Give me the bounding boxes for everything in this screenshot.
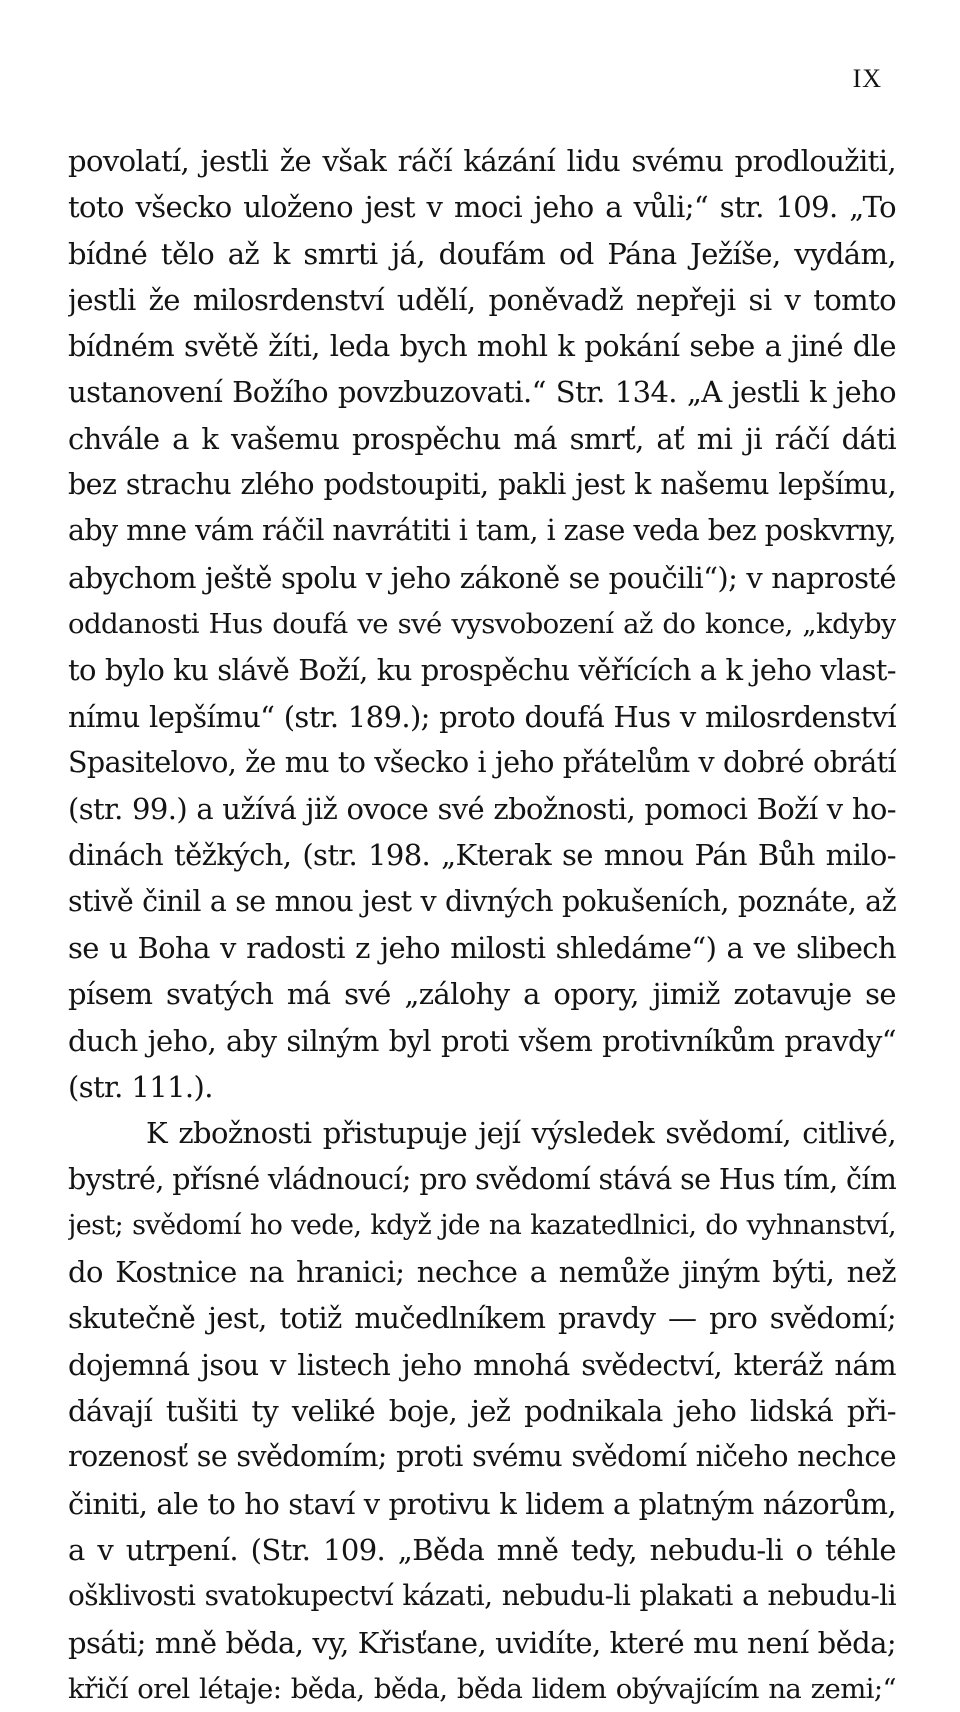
text-line: dinách těžkých, (str. 198. „Kterak se mnou Pán Bůh milo- bbox=[68, 838, 896, 873]
text-line: bídné tělo až k smrti já, doufám od Pána Ježíše, vydám, bbox=[68, 236, 896, 271]
text-line: se u Boha v radosti z jeho milosti shledáme“) a ve slibech bbox=[68, 931, 896, 966]
text-line: do Kostnice na hranici; nechce a nemůže jiným býti, než bbox=[68, 1255, 896, 1290]
text-line: bystré, přísné vládnoucí; pro svědomí stává se Hus tím, čím bbox=[68, 1162, 896, 1196]
text-line: skutečně jest, totiž mučedlníkem pravdy — pro svědomí; bbox=[68, 1301, 896, 1336]
text-line: (str. 111.). bbox=[68, 1069, 213, 1104]
text-line: dávají tušiti ty veliké boje, jež podnikala jeho lidská při- bbox=[68, 1394, 896, 1429]
text-line-paragraph-start: K zbožnosti přistupuje její výsledek svědomí, citlivé, bbox=[146, 1116, 896, 1151]
text-line: Spasitelovo, že mu to všecko i jeho přátelům v dobré obrátí bbox=[68, 745, 896, 779]
text-line: psáti; mně běda, vy, Křisťane, uvidíte, které mu není běda; bbox=[68, 1625, 896, 1660]
text-line: a v utrpení. (Str. 109. „Běda mně tedy, nebudu-li o téhle bbox=[68, 1532, 896, 1567]
text-line: nímu lepšímu“ (str. 189.); proto doufá Hus v milosrdenství bbox=[68, 699, 896, 734]
text-line: toto všecko uloženo jest v moci jeho a vůli;“ str. 109. „To bbox=[68, 190, 896, 225]
text-line: povolatí, jestli že však ráčí kázání lidu svému prodloužiti, bbox=[68, 144, 896, 178]
text-line: bídném světě žíti, leda bych mohl k pokání sebe a jiné dle bbox=[68, 329, 896, 364]
text-line: to bylo ku slávě Boží, ku prospěchu věřících a k jeho vlast- bbox=[68, 653, 896, 688]
text-line: rozenosť se svědomím; proti svému svědomí ničeho nechce bbox=[68, 1440, 896, 1474]
text-line: jest; svědomí ho vede, když jde na kazatedlnici, do vyhnanství, bbox=[68, 1209, 896, 1241]
text-line: ošklivosti svatokupectví kázati, nebudu-li plakati a nebudu-li bbox=[68, 1579, 896, 1613]
page-number: IX bbox=[852, 64, 882, 93]
text-line: bez strachu zlého podstoupiti, pakli jest k našemu lepšímu, bbox=[68, 468, 896, 502]
text-line: chvále a k vašemu prospěchu má smrť, ať mi ji ráčí dáti bbox=[68, 421, 896, 456]
body-text bbox=[68, 138, 896, 1712]
text-line: (str. 99.) a užívá již ovoce své zbožnosti, pomoci Boží v ho- bbox=[68, 792, 896, 827]
text-line: křičí orel létaje: běda, běda, běda lidem obývajícím na zemi;“ bbox=[68, 1672, 896, 1705]
text-line: písem svatých má své „zálohy a opory, jimiž zotavuje se bbox=[68, 977, 896, 1012]
text-line: stivě činil a se mnou jest v divných pokušeních, poznáte, až bbox=[68, 884, 896, 918]
text-line: činiti, ale to ho staví v protivu k lidem a platným názorům, bbox=[68, 1486, 896, 1521]
text-line: abychom ještě spolu v jeho zákoně se poučili“); v naprosté bbox=[68, 560, 896, 595]
text-line: jestli že milosrdenství udělí, poněvadž nepřeji si v tomto bbox=[68, 282, 896, 317]
text-line: duch jeho, aby silným byl proti všem protivníkům pravdy“ bbox=[68, 1023, 896, 1058]
text-line: aby mne vám ráčil navrátiti i tam, i zase veda bez poskvrny, bbox=[68, 514, 896, 548]
text-line: ustanovení Božího povzbuzovati.“ Str. 134. „A jestli k jeho bbox=[68, 375, 896, 410]
text-line: dojemná jsou v listech jeho mnohá svědectví, kteráž nám bbox=[68, 1347, 896, 1382]
text-line: oddanosti Hus doufá ve své vysvobození až do konce, „kdyby bbox=[68, 607, 896, 640]
